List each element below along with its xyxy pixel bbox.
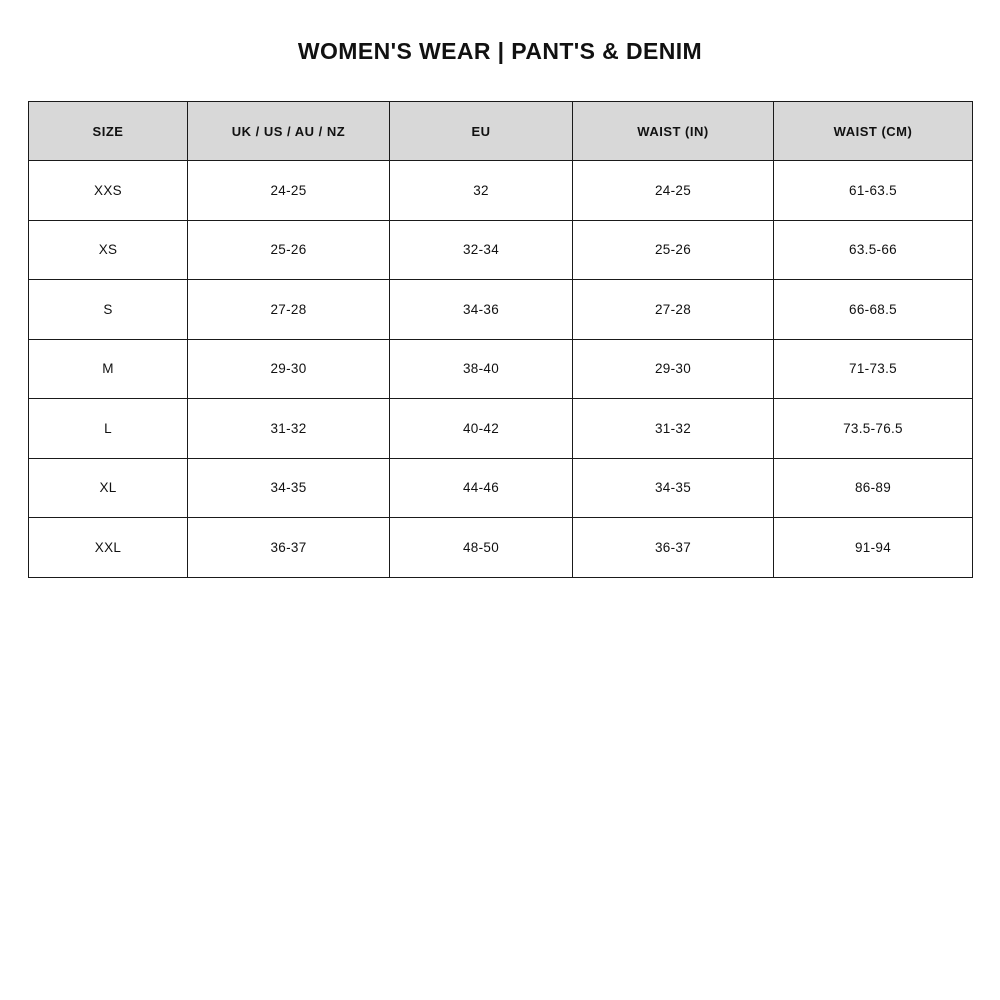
column-header-uk-us-au-nz: UK / US / AU / NZ xyxy=(188,102,390,161)
cell-size: S xyxy=(29,280,188,340)
table-row xyxy=(29,399,973,459)
cell-eu: 32-34 xyxy=(390,220,573,280)
cell-waist-cm: 66-68.5 xyxy=(774,280,973,340)
cell-eu: 40-42 xyxy=(390,399,573,459)
cell-eu: 44-46 xyxy=(390,458,573,518)
cell-uk-us-au-nz: 31-32 xyxy=(188,399,390,459)
cell-uk-us-au-nz: 29-30 xyxy=(188,339,390,399)
cell-waist-cm: 91-94 xyxy=(774,518,973,578)
table-body xyxy=(29,161,973,578)
cell-waist-cm: 61-63.5 xyxy=(774,161,973,221)
table-row xyxy=(29,220,973,280)
column-header-size: SIZE xyxy=(29,102,188,161)
cell-uk-us-au-nz: 25-26 xyxy=(188,220,390,280)
column-header-waist-in: WAIST (IN) xyxy=(573,102,774,161)
cell-size: M xyxy=(29,339,188,399)
cell-waist-cm: 86-89 xyxy=(774,458,973,518)
cell-uk-us-au-nz: 27-28 xyxy=(188,280,390,340)
cell-uk-us-au-nz: 24-25 xyxy=(188,161,390,221)
cell-size: XXS xyxy=(29,161,188,221)
cell-eu: 34-36 xyxy=(390,280,573,340)
cell-waist-in: 24-25 xyxy=(573,161,774,221)
cell-uk-us-au-nz: 34-35 xyxy=(188,458,390,518)
cell-waist-in: 34-35 xyxy=(573,458,774,518)
table-header-row xyxy=(29,102,973,161)
cell-size: L xyxy=(29,399,188,459)
cell-eu: 32 xyxy=(390,161,573,221)
cell-size: XL xyxy=(29,458,188,518)
table-row xyxy=(29,161,973,221)
column-header-eu: EU xyxy=(390,102,573,161)
cell-waist-in: 25-26 xyxy=(573,220,774,280)
cell-eu: 38-40 xyxy=(390,339,573,399)
cell-waist-in: 27-28 xyxy=(573,280,774,340)
cell-waist-cm: 73.5-76.5 xyxy=(774,399,973,459)
size-chart-table xyxy=(28,101,973,578)
table-row xyxy=(29,458,973,518)
cell-waist-in: 29-30 xyxy=(573,339,774,399)
cell-waist-in: 31-32 xyxy=(573,399,774,459)
cell-waist-cm: 63.5-66 xyxy=(774,220,973,280)
cell-uk-us-au-nz: 36-37 xyxy=(188,518,390,578)
column-header-waist-cm: WAIST (CM) xyxy=(774,102,973,161)
table-row xyxy=(29,339,973,399)
table-header xyxy=(29,102,973,161)
table-row xyxy=(29,280,973,340)
cell-size: XXL xyxy=(29,518,188,578)
cell-waist-in: 36-37 xyxy=(573,518,774,578)
page-title: WOMEN'S WEAR | PANT'S & DENIM xyxy=(297,38,703,64)
cell-waist-cm: 71-73.5 xyxy=(774,339,973,399)
cell-size: XS xyxy=(29,220,188,280)
table-row xyxy=(29,518,973,578)
size-chart-container xyxy=(28,101,972,578)
cell-eu: 48-50 xyxy=(390,518,573,578)
